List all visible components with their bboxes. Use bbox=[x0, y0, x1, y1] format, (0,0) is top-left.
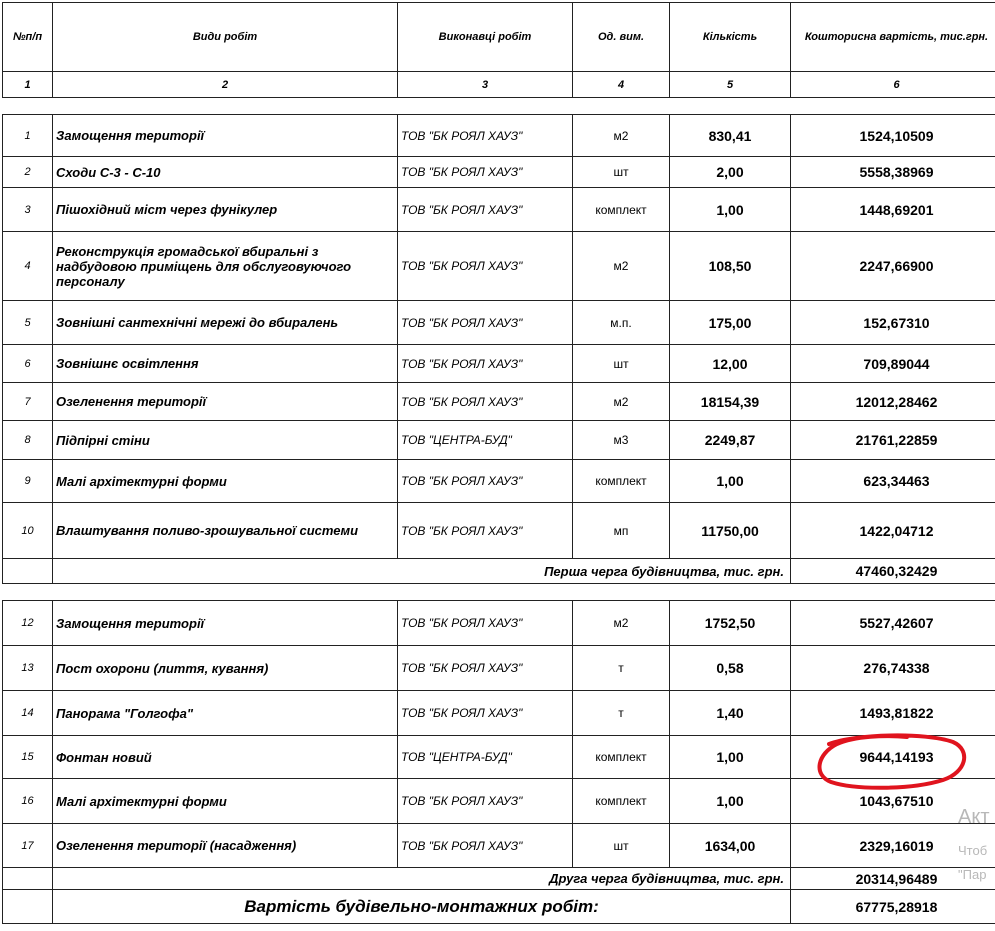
table-row bbox=[3, 646, 995, 691]
table-row bbox=[3, 736, 995, 779]
column-number: 2 bbox=[53, 72, 398, 98]
executor: ТОВ "БК РОЯЛ ХАУЗ" bbox=[398, 460, 573, 503]
estimated-cost: 623,34463 bbox=[791, 460, 995, 503]
executor: ТОВ "БК РОЯЛ ХАУЗ" bbox=[398, 157, 573, 188]
row-number: 2 bbox=[3, 157, 53, 188]
estimated-cost: 9644,14193 bbox=[791, 736, 995, 779]
executor: ТОВ "БК РОЯЛ ХАУЗ" bbox=[398, 345, 573, 383]
executor: ТОВ "БК РОЯЛ ХАУЗ" bbox=[398, 691, 573, 736]
table-row bbox=[3, 421, 995, 460]
table-row bbox=[3, 301, 995, 345]
unit: шт bbox=[573, 824, 670, 868]
executor: ТОВ "БК РОЯЛ ХАУЗ" bbox=[398, 232, 573, 301]
work-type: Пішохідний міст через фунікулер bbox=[53, 188, 398, 232]
work-type: Малі архітектурні форми bbox=[53, 460, 398, 503]
grand-total-value: 67775,28918 bbox=[791, 890, 995, 924]
table-row bbox=[3, 691, 995, 736]
quantity: 18154,39 bbox=[670, 383, 791, 421]
work-type: Зовнішнє освітлення bbox=[53, 345, 398, 383]
estimate-table bbox=[2, 2, 995, 924]
unit: м3 bbox=[573, 421, 670, 460]
unit: м2 bbox=[573, 383, 670, 421]
executor: ТОВ "БК РОЯЛ ХАУЗ" bbox=[398, 115, 573, 157]
table-row bbox=[3, 383, 995, 421]
work-type: Панорама "Голгофа" bbox=[53, 691, 398, 736]
quantity: 2249,87 bbox=[670, 421, 791, 460]
quantity: 1,00 bbox=[670, 736, 791, 779]
header-work: Види робіт bbox=[53, 3, 398, 72]
header-unit: Од. вим. bbox=[573, 3, 670, 72]
estimated-cost: 276,74338 bbox=[791, 646, 995, 691]
work-type: Реконструкція громадської вбиральні з надбудовою приміщень для обслуговуючого персоналу bbox=[53, 232, 398, 301]
estimated-cost: 1043,67510 bbox=[791, 779, 995, 824]
row-number: 8 bbox=[3, 421, 53, 460]
estimated-cost: 1493,81822 bbox=[791, 691, 995, 736]
estimated-cost: 5558,38969 bbox=[791, 157, 995, 188]
executor: ТОВ "БК РОЯЛ ХАУЗ" bbox=[398, 779, 573, 824]
spacer-row bbox=[3, 98, 995, 115]
quantity: 2,00 bbox=[670, 157, 791, 188]
header-cost: Кошторисна вартість, тис.грн. bbox=[791, 3, 995, 72]
executor: ТОВ "ЦЕНТРА-БУД" bbox=[398, 736, 573, 779]
column-number: 1 bbox=[3, 72, 53, 98]
spacer-row bbox=[3, 584, 995, 601]
estimated-cost: 709,89044 bbox=[791, 345, 995, 383]
executor: ТОВ "БК РОЯЛ ХАУЗ" bbox=[398, 503, 573, 559]
column-number: 5 bbox=[670, 72, 791, 98]
quantity: 1,00 bbox=[670, 188, 791, 232]
quantity: 175,00 bbox=[670, 301, 791, 345]
row-number: 6 bbox=[3, 345, 53, 383]
table-row bbox=[3, 188, 995, 232]
estimated-cost: 21761,22859 bbox=[791, 421, 995, 460]
quantity: 1752,50 bbox=[670, 601, 791, 646]
quantity: 1,40 bbox=[670, 691, 791, 736]
work-type: Замощення території bbox=[53, 115, 398, 157]
quantity: 830,41 bbox=[670, 115, 791, 157]
row-number: 5 bbox=[3, 301, 53, 345]
table-row bbox=[3, 824, 995, 868]
table-row bbox=[3, 157, 995, 188]
quantity: 1,00 bbox=[670, 779, 791, 824]
quantity: 0,58 bbox=[670, 646, 791, 691]
work-type: Сходи С-3 - С-10 bbox=[53, 157, 398, 188]
estimated-cost: 1524,10509 bbox=[791, 115, 995, 157]
work-type: Пост охорони (лиття, кування) bbox=[53, 646, 398, 691]
estimated-cost: 2247,66900 bbox=[791, 232, 995, 301]
table-row bbox=[3, 779, 995, 824]
table-row bbox=[3, 601, 995, 646]
work-type: Підпірні стіни bbox=[53, 421, 398, 460]
work-type: Озеленення території (насадження) bbox=[53, 824, 398, 868]
unit: шт bbox=[573, 157, 670, 188]
estimated-cost: 1422,04712 bbox=[791, 503, 995, 559]
table-row bbox=[3, 232, 995, 301]
header-qty: Кількість bbox=[670, 3, 791, 72]
column-number-row bbox=[3, 72, 995, 98]
header-executor: Виконавці робіт bbox=[398, 3, 573, 72]
executor: ТОВ "БК РОЯЛ ХАУЗ" bbox=[398, 601, 573, 646]
column-number: 3 bbox=[398, 72, 573, 98]
table-row bbox=[3, 345, 995, 383]
row-number: 1 bbox=[3, 115, 53, 157]
watermark-line-1: Акт bbox=[958, 806, 990, 828]
executor: ТОВ "ЦЕНТРА-БУД" bbox=[398, 421, 573, 460]
unit: шт bbox=[573, 345, 670, 383]
row-number: 10 bbox=[3, 503, 53, 559]
second-stage-total-label: Друга черга будівництва, тис. грн. bbox=[53, 868, 791, 890]
quantity: 11750,00 bbox=[670, 503, 791, 559]
estimated-cost: 152,67310 bbox=[791, 301, 995, 345]
work-type: Малі архітектурні форми bbox=[53, 779, 398, 824]
work-type: Озеленення території bbox=[53, 383, 398, 421]
quantity: 1,00 bbox=[670, 460, 791, 503]
quantity: 108,50 bbox=[670, 232, 791, 301]
unit: м2 bbox=[573, 115, 670, 157]
header-row bbox=[3, 3, 995, 72]
row-number: 12 bbox=[3, 601, 53, 646]
watermark-line-3: "Пар bbox=[958, 867, 987, 882]
executor: ТОВ "БК РОЯЛ ХАУЗ" bbox=[398, 646, 573, 691]
estimated-cost: 12012,28462 bbox=[791, 383, 995, 421]
estimated-cost: 5527,42607 bbox=[791, 601, 995, 646]
column-number: 4 bbox=[573, 72, 670, 98]
row-number: 17 bbox=[3, 824, 53, 868]
executor: ТОВ "БК РОЯЛ ХАУЗ" bbox=[398, 383, 573, 421]
quantity: 12,00 bbox=[670, 345, 791, 383]
unit: комплект bbox=[573, 736, 670, 779]
row-number: 9 bbox=[3, 460, 53, 503]
first-stage-total-label: Перша черга будівництва, тис. грн. bbox=[53, 559, 791, 584]
table-row bbox=[3, 115, 995, 157]
work-type: Влаштування поливо-зрошувальної системи bbox=[53, 503, 398, 559]
work-type: Зовнішні сантехнічні мережі до вбиралень bbox=[53, 301, 398, 345]
grand-total-label: Вартість будівельно-монтажних робіт: bbox=[53, 890, 791, 924]
unit: м2 bbox=[573, 601, 670, 646]
second-stage-total-value: 20314,96489 bbox=[791, 868, 995, 890]
work-type: Фонтан новий bbox=[53, 736, 398, 779]
row-number: 14 bbox=[3, 691, 53, 736]
unit: м.п. bbox=[573, 301, 670, 345]
first-stage-total-value: 47460,32429 bbox=[791, 559, 995, 584]
estimated-cost: 2329,16019 bbox=[791, 824, 995, 868]
unit: комплект bbox=[573, 460, 670, 503]
second-stage-total bbox=[3, 868, 995, 890]
grand-total bbox=[3, 890, 995, 924]
table-row bbox=[3, 460, 995, 503]
row-number: 16 bbox=[3, 779, 53, 824]
row-number: 13 bbox=[3, 646, 53, 691]
table-row bbox=[3, 503, 995, 559]
quantity: 1634,00 bbox=[670, 824, 791, 868]
row-number: 4 bbox=[3, 232, 53, 301]
watermark-line-2: Чтоб bbox=[958, 843, 988, 858]
header-num: №п/п bbox=[3, 3, 53, 72]
row-number: 3 bbox=[3, 188, 53, 232]
column-number: 6 bbox=[791, 72, 995, 98]
estimated-cost: 1448,69201 bbox=[791, 188, 995, 232]
unit: мп bbox=[573, 503, 670, 559]
executor: ТОВ "БК РОЯЛ ХАУЗ" bbox=[398, 188, 573, 232]
row-number: 15 bbox=[3, 736, 53, 779]
unit: т bbox=[573, 646, 670, 691]
executor: ТОВ "БК РОЯЛ ХАУЗ" bbox=[398, 824, 573, 868]
executor: ТОВ "БК РОЯЛ ХАУЗ" bbox=[398, 301, 573, 345]
unit: т bbox=[573, 691, 670, 736]
unit: комплект bbox=[573, 779, 670, 824]
unit: комплект bbox=[573, 188, 670, 232]
row-number: 7 bbox=[3, 383, 53, 421]
unit: м2 bbox=[573, 232, 670, 301]
work-type: Замощення території bbox=[53, 601, 398, 646]
first-stage-total bbox=[3, 559, 995, 584]
